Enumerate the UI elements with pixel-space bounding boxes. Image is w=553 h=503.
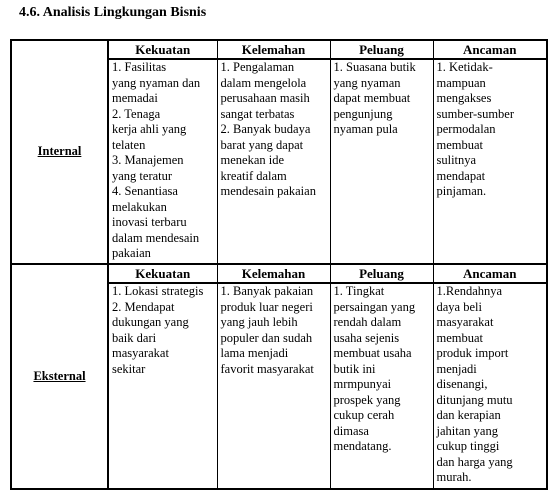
cell-line: produk luar negeri (220, 299, 313, 314)
cell-line: populer dan sudah (220, 330, 313, 345)
header-peluang: Peluang (330, 40, 433, 59)
cell-line: memadai (112, 91, 158, 105)
cell-line: pinjaman. (436, 184, 487, 198)
cell-line: sumber-sumber (436, 106, 515, 121)
cell-line: dalam mengelola (220, 75, 307, 90)
cell-line: rendah dalam (333, 315, 402, 329)
cell-line: murah. (436, 470, 472, 484)
cell-line: jahitan yang (436, 423, 498, 438)
row-label-internal: Internal (11, 40, 108, 264)
cell-line: telaten (112, 137, 146, 152)
cell-line: 4. Senantiasa (112, 184, 178, 198)
cell-line: baik dari (112, 330, 157, 345)
cell-line: 2. Tenaga (112, 106, 161, 121)
cell-line: nyaman pula (333, 122, 398, 136)
cell-line: yang jauh lebih (220, 315, 298, 329)
cell-line: cukup tinggi (436, 439, 500, 453)
cell-line: 2. Mendapat (112, 299, 175, 314)
cell-line: usaha sejenis (333, 330, 400, 345)
header-kelemahan-2: Kelemahan (217, 264, 330, 283)
cell-line: menjadi (436, 361, 477, 376)
cell-line: pakaian (112, 246, 151, 260)
cell-line: 1.Rendahnya (436, 284, 503, 298)
cell-line: dapat membuat (333, 91, 411, 105)
cell-line: barat yang dapat (220, 137, 304, 152)
header-peluang-2: Peluang (330, 264, 433, 283)
cell-line: yang nyaman (333, 75, 401, 90)
cell-line: dan kerapian (436, 408, 501, 422)
cell-line: masyarakat (436, 315, 494, 329)
cell-line: cukup cerah (333, 408, 395, 422)
cell-line: 1. Tingkat (333, 284, 385, 298)
cell-line: membuat usaha (333, 346, 412, 360)
cell-line: 1. Suasana butik (333, 60, 416, 74)
cell-line: perusahaan masih (220, 91, 310, 105)
cell-internal-kekuatan (108, 59, 217, 264)
cell-line: 3. Manajemen (112, 153, 184, 167)
cell-line: 1. Banyak pakaian (220, 284, 314, 298)
cell-line: mrmpunyai (333, 377, 392, 391)
cell-eksternal-ancaman (433, 283, 547, 489)
cell-line: mendatang. (333, 439, 392, 453)
section-heading: 4.6. Analisis Lingkungan Bisnis (19, 5, 207, 20)
swot-table (10, 39, 548, 490)
cell-line: produk import (436, 346, 509, 360)
cell-line: sangat terbatas (220, 106, 295, 121)
cell-line: prospek yang (333, 392, 401, 407)
cell-line: lama menjadi (220, 346, 289, 360)
cell-line: kreatif dalam (220, 168, 287, 183)
cell-line: 2. Banyak budaya (220, 122, 311, 136)
cell-eksternal-kelemahan (217, 283, 330, 489)
cell-line: sekitar (112, 361, 146, 376)
cell-internal-kelemahan (217, 59, 330, 264)
cell-line: 1. Ketidak- (436, 60, 493, 74)
cell-eksternal-kekuatan (108, 283, 217, 489)
header-kekuatan-2: Kekuatan (108, 264, 217, 283)
cell-line: sulitnya (436, 153, 477, 167)
cell-line: dan harga yang (436, 454, 513, 469)
cell-line: masyarakat (112, 346, 169, 360)
cell-line: dukungan yang (112, 315, 189, 329)
cell-line: inovasi terbaru (112, 215, 187, 229)
row-label-eksternal: Eksternal (11, 264, 108, 489)
cell-line: kerja ahli yang (112, 122, 187, 136)
header-kekuatan: Kekuatan (108, 40, 217, 59)
cell-internal-peluang (330, 59, 433, 264)
cell-line: disenangi, (436, 377, 488, 391)
cell-line: 1. Lokasi strategis (112, 284, 204, 298)
cell-line: ditunjang mutu (436, 392, 513, 407)
cell-line: dimasa (333, 423, 369, 438)
cell-line: yang nyaman dan (112, 75, 201, 90)
cell-line: mendesain pakaian (220, 184, 316, 198)
cell-line: menekan ide (220, 153, 285, 167)
header-kelemahan: Kelemahan (217, 40, 330, 59)
cell-line: dalam mendesain (112, 230, 200, 245)
cell-line: 1. Fasilitas (112, 60, 167, 74)
cell-line: pengunjung (333, 106, 393, 121)
cell-line: permodalan (436, 122, 496, 136)
header-ancaman: Ancaman (433, 40, 547, 59)
cell-line: butik ini (333, 361, 376, 376)
cell-line: 1. Pengalaman (220, 60, 295, 74)
cell-line: membuat (436, 137, 484, 152)
cell-line: favorit masyarakat (220, 361, 314, 376)
cell-line: mendapat (436, 168, 486, 183)
cell-internal-ancaman (433, 59, 547, 264)
cell-eksternal-peluang (330, 283, 433, 489)
header-ancaman-2: Ancaman (433, 264, 547, 283)
cell-line: persaingan yang (333, 299, 416, 314)
cell-line: membuat (436, 330, 484, 345)
cell-line: mampuan (436, 75, 486, 90)
cell-line: yang teratur (112, 168, 173, 183)
cell-line: melakukan (112, 199, 167, 214)
cell-line: daya beli (436, 299, 482, 314)
cell-line: mengakses (436, 91, 492, 105)
